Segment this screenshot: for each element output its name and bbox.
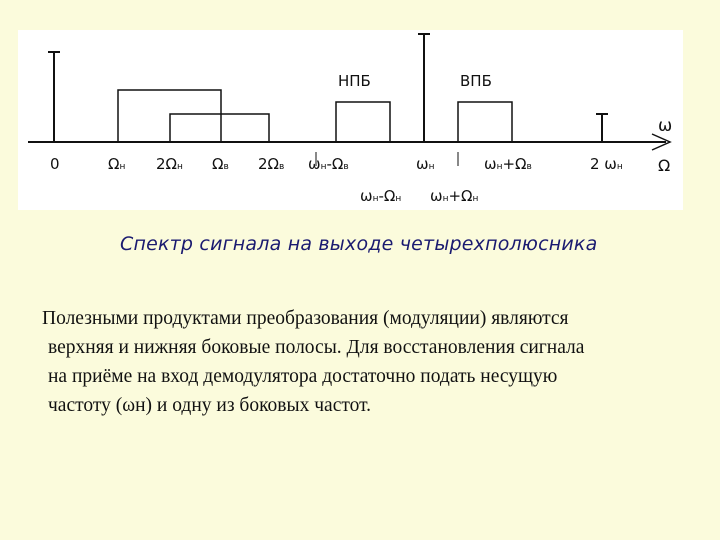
paragraph-line: верхняя и нижняя боковые полосы. Для восстановления сигнала [48, 337, 585, 358]
lower-sideband-label: НПБ [338, 72, 371, 90]
tick-label-zero: 0 [50, 155, 60, 173]
diagram-caption: Спектр сигнала на выходе четырехполюсника [120, 233, 598, 255]
tick-label-wn: ωн [416, 155, 435, 173]
spectrum-diagram [18, 30, 683, 210]
tick-label-wn-minus-omega-n: ωн-Ωн [360, 187, 402, 205]
second-harmonic-band-rect [170, 114, 269, 142]
big-omega-axis-label: Ω [658, 156, 671, 175]
omega-axis-label: ω [658, 116, 673, 136]
tick-label-two-omega-n: 2Ωн [156, 155, 183, 173]
upper-sideband-rect [458, 102, 512, 142]
tick-label-wn-minus-omega-v: ωн-Ωв [308, 155, 349, 173]
tick-label-two-wn: 2 ωн [590, 155, 623, 173]
paragraph-line: на приёме на вход демодулятора достаточно подать несущую [48, 366, 558, 387]
spectrum-plot [18, 30, 683, 210]
tick-label-omega-n: Ωн [108, 155, 126, 173]
lower-sideband-rect [336, 102, 390, 142]
tick-label-wn-plus-omega-n: ωн+Ωн [430, 187, 479, 205]
paragraph-line: частоту (ωн) и одну из боковых частот. [48, 395, 372, 416]
upper-sideband-label: ВПБ [460, 72, 492, 90]
tick-label-omega-v: Ωв [212, 155, 229, 173]
explanation-paragraph [36, 304, 716, 420]
paragraph-line: Полезными продуктами преобразования (модуляции) являются [42, 308, 569, 329]
tick-label-two-omega-v: 2Ωв [258, 155, 285, 173]
tick-label-wn-plus-omega-v: ωн+Ωв [484, 155, 532, 173]
